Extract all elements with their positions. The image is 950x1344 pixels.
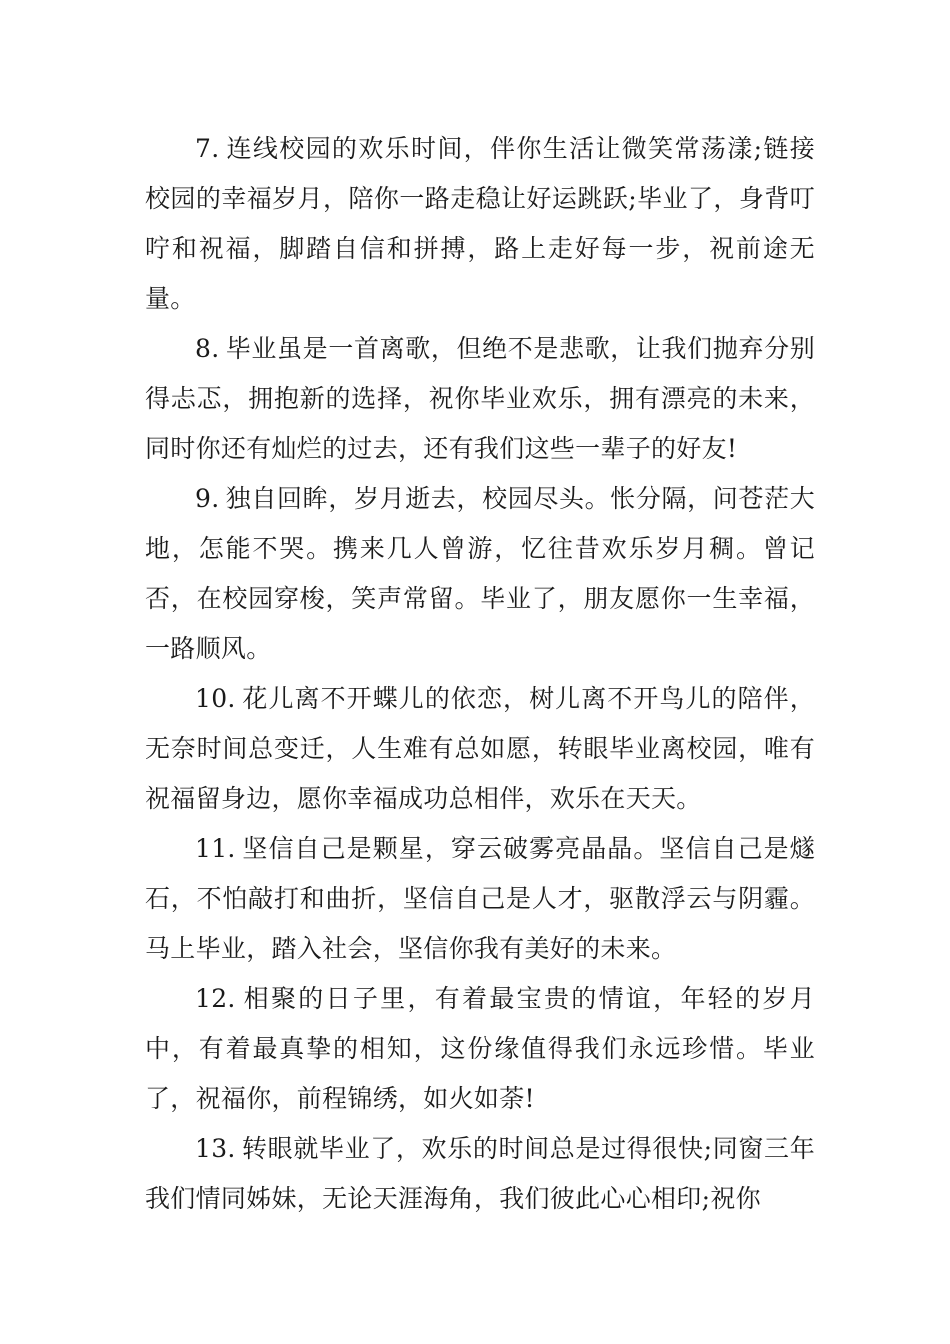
paragraph-number: 7. bbox=[195, 134, 220, 163]
paragraph-9 bbox=[145, 474, 815, 674]
paragraph-8 bbox=[145, 324, 815, 474]
paragraph-13 bbox=[145, 1124, 815, 1224]
paragraph-number: 9. bbox=[195, 484, 220, 513]
paragraph-text: 转眼就毕业了，欢乐的时间总是过得很快;同窗三年我们情同姊妹，无论天涯海角，我们彼此心心相印;祝你 bbox=[145, 1134, 815, 1213]
paragraph-text: 连线校园的欢乐时间，伴你生活让微笑常荡漾;链接校园的幸福岁月，陪你一路走稳让好运跳跃;毕业了，身背叮咛和祝福，脚踏自信和拼搏，路上走好每一步，祝前途无量。 bbox=[145, 134, 815, 313]
paragraph-text: 花儿离不开蝶儿的依恋，树儿离不开鸟儿的陪伴，无奈时间总变迁，人生难有总如愿，转眼毕业离校园，唯有祝福留身边，愿你幸福成功总相伴，欢乐在天天。 bbox=[145, 684, 815, 813]
paragraph-number: 8. bbox=[195, 334, 220, 363]
paragraph-text: 坚信自己是颗星，穿云破雾亮晶晶。坚信自己是燧石，不怕敲打和曲折，坚信自己是人才，驱散浮云与阴霾。马上毕业，踏入社会，坚信你我有美好的未来。 bbox=[145, 834, 815, 963]
paragraph-11 bbox=[145, 824, 815, 974]
paragraph-12 bbox=[145, 974, 815, 1124]
document-body bbox=[145, 124, 815, 1224]
paragraph-number: 13. bbox=[195, 1134, 236, 1163]
paragraph-number: 10. bbox=[195, 684, 236, 713]
paragraph-number: 11. bbox=[195, 834, 236, 863]
paragraph-10 bbox=[145, 674, 815, 824]
paragraph-text: 独自回眸，岁月逝去，校园尽头。怅分隔，问苍茫大地，怎能不哭。携来几人曾游，忆往昔欢乐岁月稠。曾记否，在校园穿梭，笑声常留。毕业了，朋友愿你一生幸福，一路顺风。 bbox=[145, 484, 815, 663]
paragraph-number: 12. bbox=[195, 984, 236, 1013]
paragraph-text: 相聚的日子里，有着最宝贵的情谊，年轻的岁月中，有着最真挚的相知，这份缘值得我们永远珍惜。毕业了，祝福你，前程锦绣，如火如荼! bbox=[145, 984, 815, 1113]
paragraph-7 bbox=[145, 124, 815, 324]
paragraph-text: 毕业虽是一首离歌，但绝不是悲歌，让我们抛弃分别得忐忑，拥抱新的选择，祝你毕业欢乐，拥有漂亮的未来，同时你还有灿烂的过去，还有我们这些一辈子的好友! bbox=[145, 334, 815, 463]
